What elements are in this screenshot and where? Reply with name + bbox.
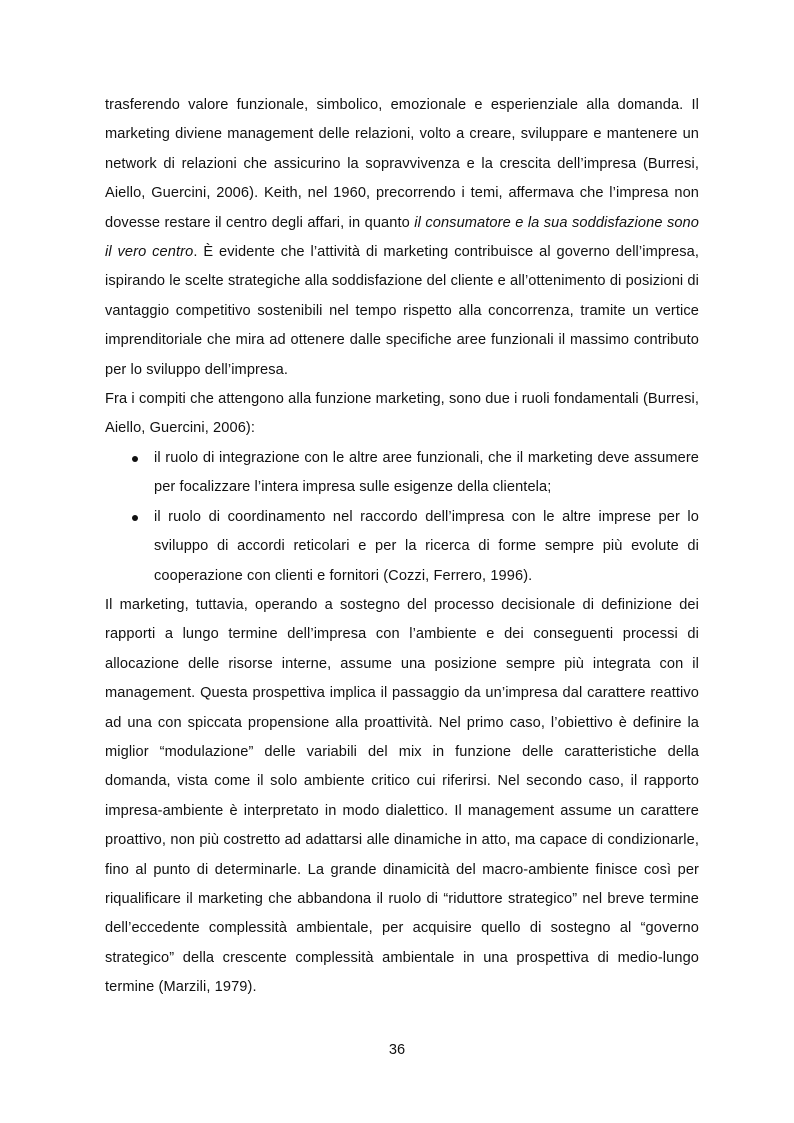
bullet-dot-icon (132, 515, 138, 521)
page-number: 36 (388, 1042, 406, 1058)
bullet-list (105, 444, 699, 591)
paragraph-1-text-a: trasferendo valore funzionale, simbolico, emozionale e esperienziale alla domanda. Il marketing diviene management delle relazioni, volto a creare, sviluppare e mantenere un network di relazioni che assicurino la sopravvivenza e la crescita dell’impresa (Burresi, Aiello, Guercini, 2006). Keith, nel 1960, precorrendo i temi, affermava che l’impresa non dovesse restare il centro degli affari, in quanto (105, 97, 699, 231)
bullet-dot-icon (132, 456, 138, 462)
body-text (105, 91, 699, 1003)
paragraph-1-italic-quote: il consumatore e la sua soddisfazione sono il vero centro (105, 214, 699, 261)
paragraph-1-text-b: . È evidente che l’attività di marketing contribuisce al governo dell’impresa, ispirando le scelte strategiche alla soddisfazione del cliente e all’ottenimento di posizioni di vantaggio competitivo sostenibili nel tempo rispetto alla concorrenza, tramite un vertice imprenditoriale che mira ad ottenere dalle specifiche aree funzionali il massimo contributo per lo sviluppo dell’impresa. (105, 244, 700, 378)
bullet-item-text: il ruolo di coordinamento nel raccordo dell’impresa con le altre imprese per lo sviluppo di accordi reticolari e per la ricerca di forme sempre più evolute di cooperazione con clienti e fornitori (Cozzi, Ferrero, 1996). (154, 508, 699, 584)
bullet-item (105, 503, 699, 591)
paragraph-1 (105, 91, 699, 385)
paragraph-3: Il marketing, tuttavia, operando a sostegno del processo decisionale di definizione dei rapporti a lungo termine dell’impresa con l’ambiente e dei conseguenti processi di allocazione delle risorse interne, assume una posizione sempre più integrata con il management. Questa prospettiva implica il passaggio da un’impresa dal carattere reattivo ad una con spiccata propensione alla proattività. Nel primo caso, l’obiettivo è definire la miglior “modulazione” delle variabili del mix in funzione delle caratteristiche della domanda, vista come il solo ambiente critico cui riferirsi. Nel secondo caso, il rapporto impresa-ambiente è interpretato in modo dialettico. Il management assume un carattere proattivo, non più costretto ad adattarsi alle dinamiche in atto, ma capace di condizionarle, fino al punto di determinarle. La grande dinamicità del macro-ambiente finisce così per riqualificare il marketing che abbandona il ruolo di “riduttore strategico” nel breve termine dell’eccedente complessità ambientale, per acquisire quello di sostegno al “governo strategico” della crescente complessità ambientale in una prospettiva di medio-lungo termine (Marzili, 1979). (105, 596, 699, 996)
paragraph-2: Fra i compiti che attengono alla funzione marketing, sono due i ruoli fondamentali (Burresi, Aiello, Guercini, 2006): (105, 391, 699, 437)
bullet-item (105, 444, 699, 503)
bullet-item-text: il ruolo di integrazione con le altre aree funzionali, che il marketing deve assumere per focalizzare l’intera impresa sulle esigenze della clientela; (154, 449, 699, 496)
